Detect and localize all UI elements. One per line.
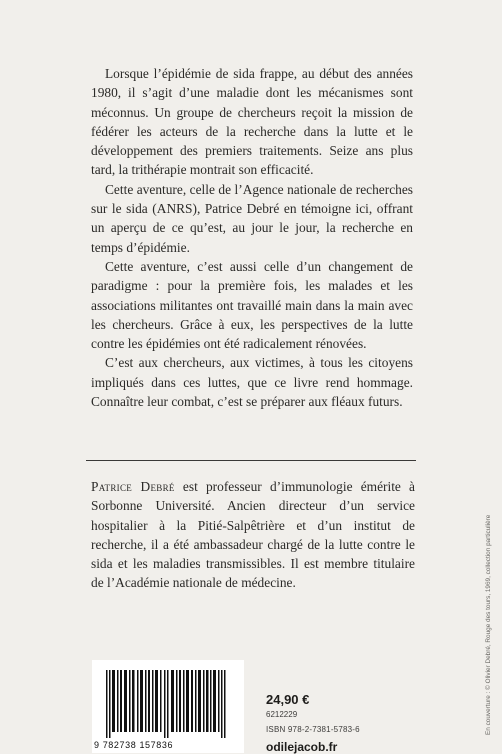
price: 24,90 € bbox=[266, 692, 310, 707]
blurb-paragraph-2: Cette aventure, celle de l’Agence nationale de recherches sur le sida (ANRS), Patrice Debré en témoigne ici, offrant un aperçu de ce qu’est, au jour le jour, la recherche en temps d’épidémie. bbox=[91, 181, 413, 255]
blurb-paragraph-4: C’est aux chercheurs, aux victimes, à tous les citoyens impliqués dans ces luttes, que ce livre rend hommage. Connaître leur combat, c’est se préparer aux fléaux futurs. bbox=[91, 355, 413, 410]
blurb-paragraph-3: Cette aventure, c’est aussi celle d’un changement de paradigme : pour la première fois, les malades et les associations militantes ont travaillé main dans la main avec les chercheurs. Grâce à eux, les perspectives de la lutte contre les épidémies ont été radicalement rénovées. bbox=[91, 258, 413, 352]
barcode-box bbox=[92, 660, 244, 753]
section-divider bbox=[86, 460, 416, 461]
author-bio bbox=[91, 477, 415, 593]
barcode-graphic bbox=[106, 670, 230, 738]
author-name: Patrice Debré bbox=[91, 479, 175, 494]
product-code: 6212229 bbox=[266, 710, 298, 719]
isbn: ISBN 978-2-7381-5783-6 bbox=[266, 725, 360, 734]
blurb-paragraph-1: Lorsque l’épidémie de sida frappe, au début des années 1980, il s’agit d’une maladie dont les mécanismes sont méconnus. Un groupe de chercheurs reçoit la mission de fédérer les acteurs de la recherche dans la lutte et le développement des premiers traitements. Seize ans plus tard, la trithérapie montrait son efficacité. bbox=[91, 66, 413, 178]
publisher-website: odilejacob.fr bbox=[266, 740, 338, 754]
barcode-digits: 9 782738 157836 bbox=[94, 740, 174, 750]
author-bio-text: est professeur d’immunologie émérite à Sorbonne Université. Ancien directeur d’un service hospitalier à la Pitié-Salpêtrière et d’un institut de recherche, il a été ambassadeur chargé de la lutte contre le sida et les maladies transmissibles. Il est membre titulaire de l’Académie nationale de médecine. bbox=[91, 479, 415, 591]
cover-credit: En couverture : © Olivier Debré, Rouge des tours, 1969, collection particulière bbox=[485, 514, 492, 735]
back-cover-blurb bbox=[91, 64, 413, 411]
